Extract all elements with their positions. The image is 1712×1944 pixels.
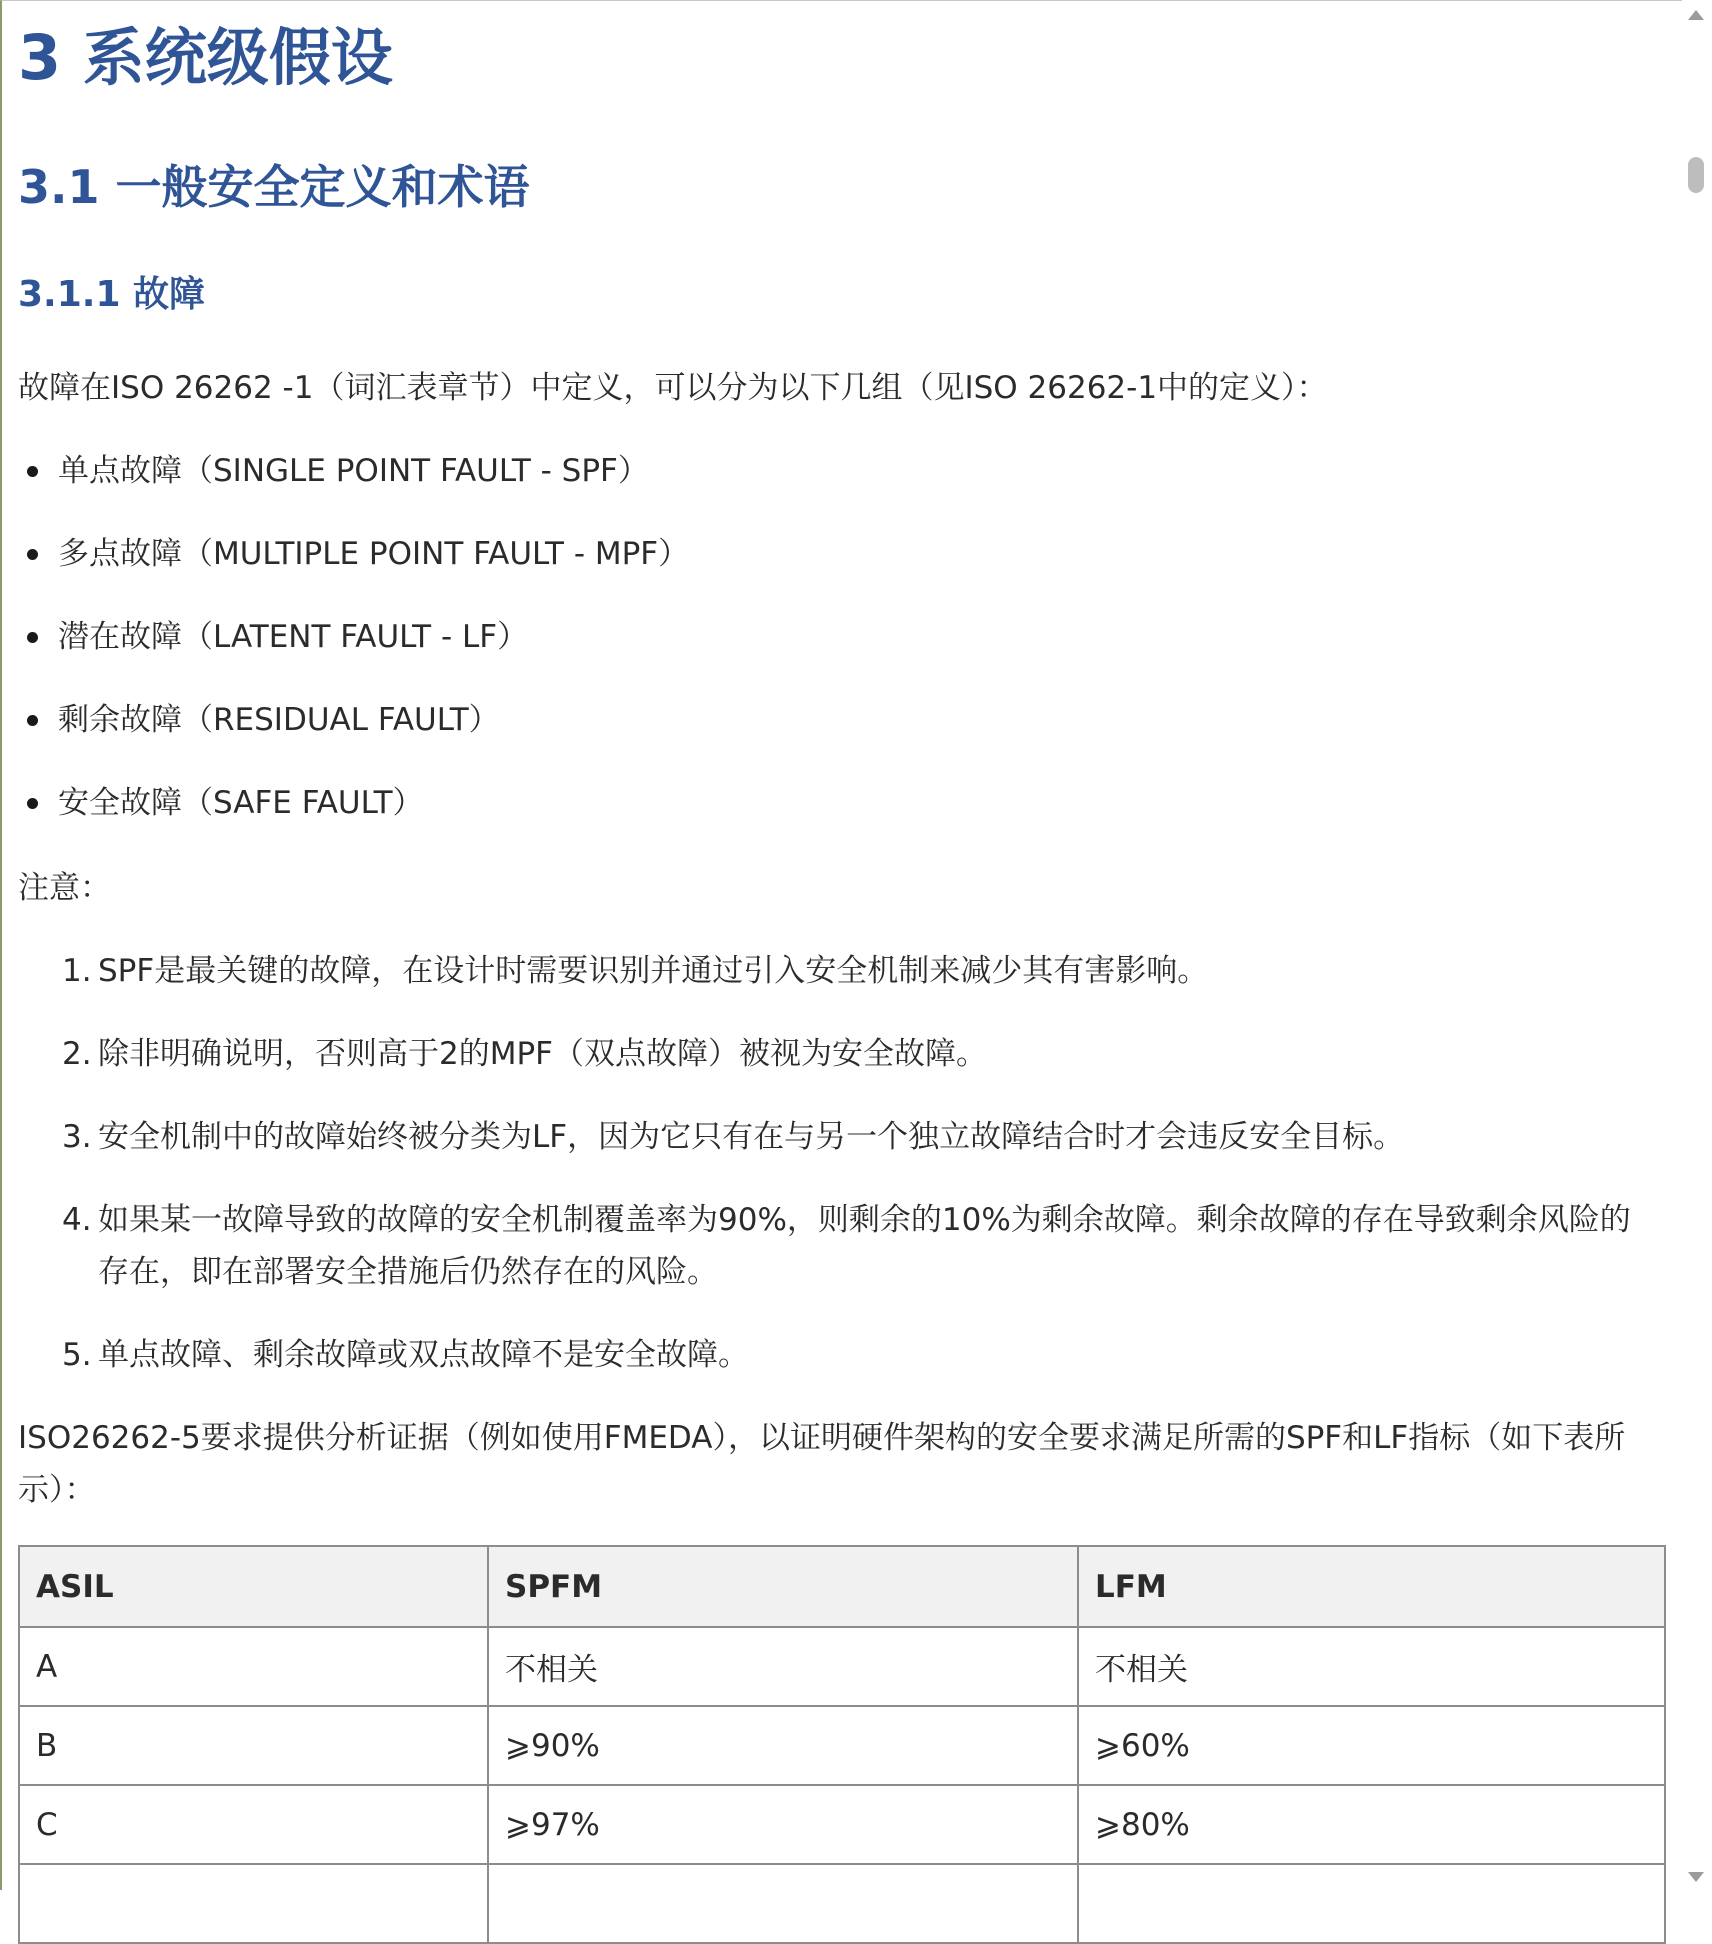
subsection-heading: 3.1.1 故障 bbox=[18, 274, 206, 315]
table-cell bbox=[1078, 1864, 1665, 1943]
bullet-icon bbox=[27, 715, 38, 726]
table-row bbox=[19, 1627, 1665, 1706]
table-cell bbox=[488, 1864, 1078, 1943]
page-title: 3 系统级假设 bbox=[18, 21, 393, 94]
bullet-icon bbox=[27, 798, 38, 809]
section-heading: 3.1 一般安全定义和术语 bbox=[18, 160, 530, 214]
intro-paragraph: 故障在ISO 26262 -1（词汇表章节）中定义，可以分为以下几组（见ISO 26262-1中的定义）： bbox=[18, 370, 1328, 406]
table-cell: C bbox=[19, 1785, 488, 1864]
column-header-spfm: SPFM bbox=[488, 1546, 1078, 1627]
table-cell: ⩾60% bbox=[1078, 1706, 1665, 1785]
asil-metrics-table bbox=[18, 1545, 1666, 1944]
table-cell bbox=[19, 1864, 488, 1943]
table-cell: B bbox=[19, 1706, 488, 1785]
bullet-icon bbox=[27, 549, 38, 560]
table-cell: ⩾90% bbox=[488, 1706, 1078, 1785]
scroll-up-arrow-icon[interactable] bbox=[1688, 10, 1704, 20]
table-row bbox=[19, 1785, 1665, 1864]
table-row bbox=[19, 1864, 1665, 1943]
scroll-down-arrow-icon[interactable] bbox=[1688, 1872, 1704, 1882]
table-cell: A bbox=[19, 1627, 488, 1706]
bullet-icon bbox=[27, 466, 38, 477]
table-cell: ⩾97% bbox=[488, 1785, 1078, 1864]
table-cell: 不相关 bbox=[1078, 1627, 1665, 1706]
bullet-icon bbox=[27, 632, 38, 643]
column-header-asil: ASIL bbox=[19, 1546, 488, 1627]
table-row bbox=[19, 1706, 1665, 1785]
table-header-row bbox=[19, 1546, 1665, 1627]
table-cell: 不相关 bbox=[488, 1627, 1078, 1706]
scrollbar-thumb[interactable] bbox=[1688, 157, 1704, 193]
vertical-scrollbar[interactable] bbox=[1682, 0, 1712, 1890]
table-cell: ⩾80% bbox=[1078, 1785, 1665, 1864]
note-label: 注意： bbox=[18, 870, 111, 906]
column-header-lfm: LFM bbox=[1078, 1546, 1665, 1627]
table-intro-paragraph: ISO26262-5要求提供分析证据（例如使用FMEDA），以证明硬件架构的安全要求满足所需的SPF和LF指标（如下表所示）： bbox=[18, 1420, 1626, 1508]
